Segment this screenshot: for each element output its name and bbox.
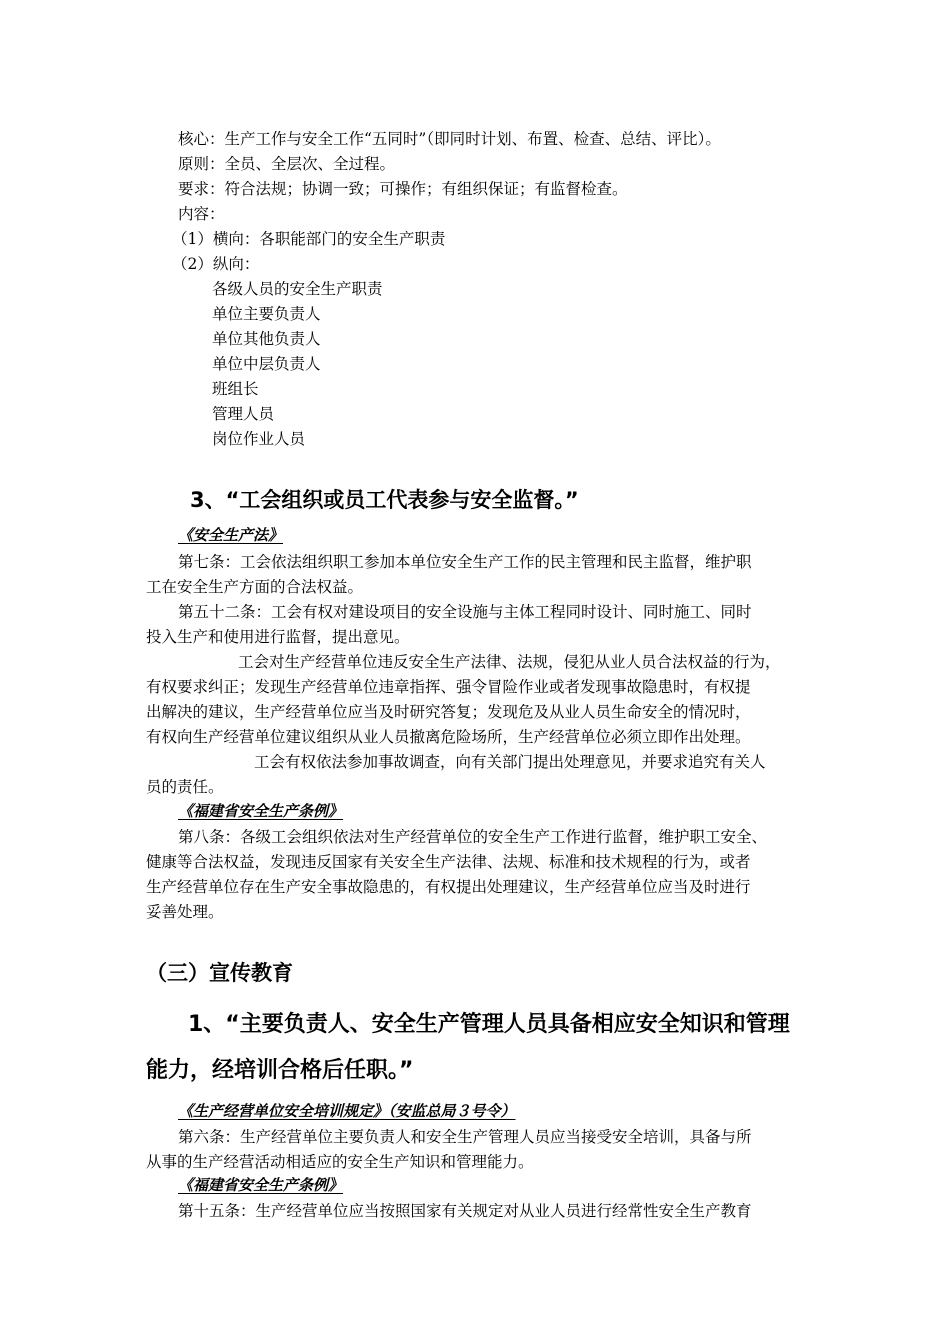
article-7-line: 工在安全生产方面的合法权益。 xyxy=(146,578,364,596)
vertical-item: 单位其他负责人 xyxy=(212,330,321,348)
requirement-line: 要求：符合法规；协调一致；可操作；有组织保证；有监督检查。 xyxy=(178,180,628,198)
law-title-safety-production-act: 《安全生产法》 xyxy=(178,526,284,544)
vertical-item: 单位中层负责人 xyxy=(212,355,321,373)
article-52-para2-line: 出解决的建议，生产经营单位应当及时研究答复；发现危及从业人员生命安全的情况时， xyxy=(146,703,751,721)
core-line: 核心：生产工作与安全工作“五同时”（即同时计划、布置、检查、总结、评比）。 xyxy=(178,130,721,148)
part3-heading: （三）宣传教育 xyxy=(146,961,293,985)
article-7-line: 第七条：工会依法组织职工参加本单位安全生产工作的民主管理和民主监督，维护职 xyxy=(178,553,752,571)
vertical-line: （2）纵向： xyxy=(172,255,260,273)
vertical-item: 单位主要负责人 xyxy=(212,305,321,323)
law-title-training-regulation: 《生产经营单位安全培训规定》（安监总局３号令） xyxy=(178,1102,516,1120)
article-52-line: 第五十二条：工会有权对建设项目的安全设施与主体工程同时设计、同时施工、同时 xyxy=(178,603,752,621)
article-15-line: 第十五条：生产经营单位应当按照国家有关规定对从业人员进行经常性安全生产教育 xyxy=(178,1202,752,1220)
item1-heading-line: 能力，经培训合格后任职。” xyxy=(146,1058,414,1083)
horizontal-line: （1）横向：各职能部门的安全生产职责 xyxy=(172,230,446,248)
article-52-para3-line: 员的责任。 xyxy=(146,778,224,796)
article-52-para2-line: 有权向生产经营单位建议组织从业人员撤离危险场所，生产经营单位必须立即作出处理。 xyxy=(146,728,751,746)
article-8-line: 健康等合法权益，发现违反国家有关安全生产法律、法规、标准和技术规程的行为，或者 xyxy=(146,853,751,871)
article-8-line: 生产经营单位存在生产安全事故隐患的，有权提出处理建议，生产经营单位应当及时进行 xyxy=(146,878,751,896)
law-title-fujian-regulation: 《福建省安全生产条例》 xyxy=(178,1176,344,1194)
article-6-line: 第六条：生产经营单位主要负责人和安全生产管理人员应当接受安全培训，具备与所 xyxy=(178,1128,752,1146)
section3-heading: 3、“工会组织或员工代表参与安全监督。” xyxy=(190,488,579,512)
article-52-para2-line: 工会对生产经营单位违反安全生产法律、法规，侵犯从业人员合法权益的行为， xyxy=(238,653,781,671)
article-8-line: 妥善处理。 xyxy=(146,903,224,921)
vertical-item: 管理人员 xyxy=(212,405,275,423)
vertical-item: 各级人员的安全生产职责 xyxy=(212,280,383,298)
article-6-line: 从事的生产经营活动相适应的安全生产知识和管理能力。 xyxy=(146,1153,534,1171)
vertical-item: 班组长 xyxy=(212,380,259,398)
item1-heading-line: 1、“主要负责人、安全生产管理人员具备相应安全知识和管理 xyxy=(188,1012,790,1037)
vertical-item: 岗位作业人员 xyxy=(212,430,306,448)
article-8-line: 第八条：各级工会组织依法对生产经营单位的安全生产工作进行监督，维护职工安全、 xyxy=(178,828,768,846)
principle-line: 原则：全员、全层次、全过程。 xyxy=(178,155,396,173)
article-52-para3-line: 工会有权依法参加事故调查，向有关部门提出处理意见，并要求追究有关人 xyxy=(254,753,766,771)
content-label: 内容： xyxy=(178,205,225,223)
article-52-line: 投入生产和使用进行监督，提出意见。 xyxy=(146,628,410,646)
article-52-para2-line: 有权要求纠正；发现生产经营单位违章指挥、强令冒险作业或者发现事故隐患时，有权提 xyxy=(146,678,751,696)
law-title-fujian-regulation: 《福建省安全生产条例》 xyxy=(178,802,344,820)
